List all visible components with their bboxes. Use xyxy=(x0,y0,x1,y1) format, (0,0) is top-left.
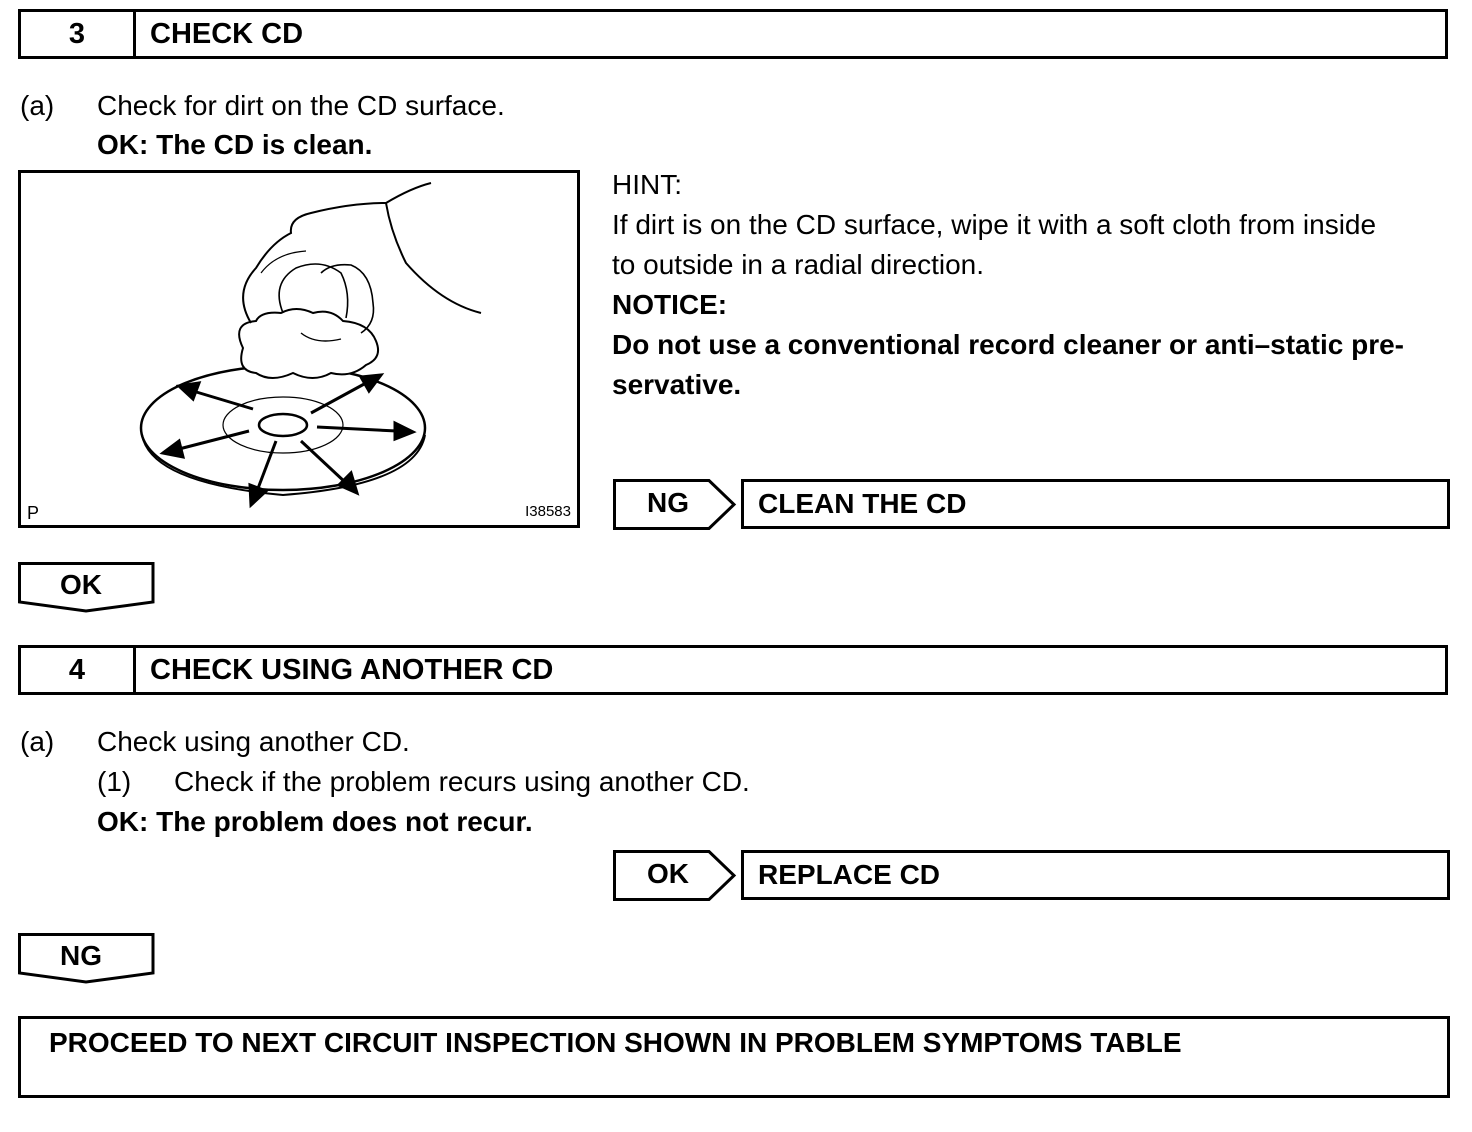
notice-label: NOTICE: xyxy=(612,289,728,320)
notice-text-line-2: servative. xyxy=(612,369,742,400)
ng-tab-label: NG xyxy=(647,487,689,518)
item-text: Check using another CD. xyxy=(97,726,410,757)
ok-arrow-tab xyxy=(613,850,737,902)
ok-down-tab xyxy=(18,562,156,614)
final-action-box xyxy=(18,1016,1450,1098)
sub-item-marker: (1) xyxy=(97,766,132,797)
item-marker: (a) xyxy=(20,90,55,121)
notice-text-line-1: Do not use a conventional record cleaner or anti–static pre- xyxy=(612,329,1404,360)
step-number: 3 xyxy=(21,12,136,56)
cd-cleaning-figure xyxy=(18,170,580,528)
ng-action-box: CLEAN THE CD xyxy=(741,479,1450,529)
sub-item-text: Check if the problem recurs using another CD. xyxy=(174,766,750,797)
step-title: CHECK USING ANOTHER CD xyxy=(150,653,554,686)
item-marker: (a) xyxy=(20,726,55,757)
figure-corner-label: P xyxy=(27,503,40,523)
step-4-header xyxy=(18,645,1448,695)
figure-id-label: I38583 xyxy=(525,503,571,520)
item-text: Check for dirt on the CD surface. xyxy=(97,90,505,121)
final-action-text: PROCEED TO NEXT CIRCUIT INSPECTION SHOWN IN PROBLEM SYMPTOMS TABLE xyxy=(49,1027,1182,1058)
hint-text-line-2: to outside in a radial direction. xyxy=(612,249,984,280)
ok-criteria: OK: The CD is clean. xyxy=(97,129,373,160)
ng-down-tab xyxy=(18,933,156,985)
step-title: CHECK CD xyxy=(150,17,304,50)
hint-text-line-1: If dirt is on the CD surface, wipe it with a soft cloth from inside xyxy=(612,209,1377,240)
ng-arrow-tab xyxy=(613,479,737,531)
ok-criteria: OK: The problem does not recur. xyxy=(97,806,533,837)
cd-wipe-illustration xyxy=(21,173,577,525)
ok-action-box: REPLACE CD xyxy=(741,850,1450,900)
step-3-header xyxy=(18,9,1448,59)
hint-label: HINT: xyxy=(612,169,682,200)
ok-tab-label: OK xyxy=(60,569,102,600)
step-number: 4 xyxy=(21,648,136,692)
ng-tab-label: NG xyxy=(60,940,102,971)
ok-tab-label: OK xyxy=(647,858,689,889)
